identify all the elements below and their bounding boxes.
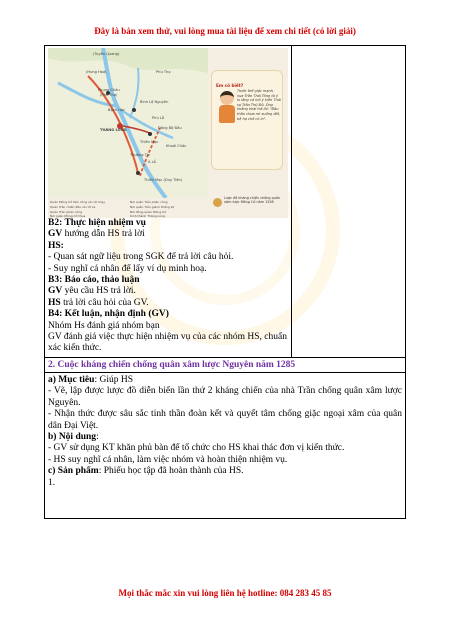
legend-entry: Kinh thành Thăng Long xyxy=(130,214,165,218)
did-you-know-title: Em có biết? xyxy=(216,83,244,88)
map-place: Đông Bộ Đầu xyxy=(158,126,182,130)
map-place: A Lỗ xyxy=(148,160,156,164)
map-place: Bạch Hạc xyxy=(108,108,125,112)
hotline-notice: Mọi thắc mắc xin vui lòng liên hệ hotline: 084 283 45 85 xyxy=(118,588,332,598)
campaign-map xyxy=(48,48,288,218)
section-content xyxy=(45,372,406,518)
map-place: (Tuyên Quang) xyxy=(93,52,120,56)
map-place: Thiên Mạc xyxy=(140,140,159,144)
content-item: - GV sử dụng KT khăn phủ bàn để tổ chức cho HS khai thác đơn vị kiến thức. xyxy=(48,443,345,454)
step-b3-title: B3: Báo cáo, thảo luận xyxy=(48,275,140,286)
legend-entry: Nơi quân Mông Cổ thua xyxy=(50,214,86,218)
legend-entry: Quân Mông Cổ tiến công và rút chạy xyxy=(50,200,105,204)
map-place: Khoái Châu xyxy=(166,144,187,148)
hs-task: - Suy nghĩ cá nhân để lấy ví dụ minh hoạ. xyxy=(48,263,207,274)
preview-notice: Đây là bản xem thử, vui lòng mua tài liệu để xem chi tiết (có lời giải) xyxy=(94,26,356,36)
product-heading: c) Sản phẩm: Phiếu học tập đã hoàn thành của HS. xyxy=(48,466,244,477)
legend-entry: Nơi quân Trần giành thắng lợi xyxy=(130,205,175,209)
student-illustration xyxy=(218,91,236,123)
legend-entry: Nơi quân Trần phản công xyxy=(130,200,168,204)
did-you-know-text: Trước thế giặc mạnh, vua Trần Thái Tông từ ý lo lắng và hỏi ý kiến Thái sư Trần Thủ Độ. Ông khẳng khái trả lời: "Đầu thần chưa rơi xuống đất, bệ hạ chớ có lo". xyxy=(237,89,281,121)
legend-entry: Nơi đóng quân Mông Cổ xyxy=(130,210,166,214)
map-drawing xyxy=(48,48,208,198)
section-title: 2. Cuộc kháng chiến chống quân xâm lược Nguyên năm 1285 xyxy=(45,357,406,372)
map-place: Phú Thọ xyxy=(156,70,171,74)
activity-cell xyxy=(45,46,292,358)
content-heading: b) Nội dung: xyxy=(48,431,99,442)
map-place: Thường Tín xyxy=(130,153,151,157)
objective-heading: a) Mục tiêu: Giúp HS xyxy=(48,374,133,385)
map-place: THĂNG LONG xyxy=(100,128,127,132)
map-place: Bình Lệ Nguyên xyxy=(140,100,169,104)
hs-label: HS: xyxy=(48,240,64,251)
step-b3-gv: GV yêu cầu HS trả lời. xyxy=(48,286,136,297)
question-icon xyxy=(213,198,222,207)
legend-entry: Quân Trần chiến đấu và rút lui xyxy=(50,205,96,209)
map-place: Phụng Châu xyxy=(98,88,120,92)
content-item: - HS suy nghĩ cá nhân, làm việc nhóm và hoàn thiện nhiệm vụ. xyxy=(48,454,288,465)
map-place: Phù Lỗ xyxy=(152,116,165,120)
map-legend xyxy=(48,198,208,218)
lesson-table xyxy=(44,45,406,519)
objective-item: - Vẽ, lập được lược đồ diễn biến lần thứ 2 kháng chiến của nhà Trần chống quân xâm lược Nguyên. xyxy=(48,386,402,408)
hs-task: - Quan sát ngữ liệu trong SGK để trả lời câu hỏi. xyxy=(48,252,234,263)
step-b4-text: GV đánh giá việc thực hiện nhiệm vụ của các nhóm HS, chuẩn xác kiến thức. xyxy=(48,332,287,354)
step-b4-title: B4: Kết luận, nhận định (GV) xyxy=(48,309,169,320)
map-place: (Phú Thọ) xyxy=(100,93,118,97)
step-b2-title: B2: Thực hiện nhiệm vụ xyxy=(48,218,146,228)
did-you-know-box xyxy=(211,70,283,170)
activity-steps xyxy=(48,218,288,355)
map-place: Thiên Mạc (Duy Tiên) xyxy=(144,178,183,182)
step-b4-text: Nhóm Hs đánh giá nhóm bạn xyxy=(48,320,160,331)
map-caption: Lược đồ kháng chiến chống quân xâm lược Mông Cổ năm 1258 xyxy=(224,196,281,205)
step-b3-hs: HS trả lời câu hỏi của GV. xyxy=(48,297,149,308)
empty-cell xyxy=(292,46,406,358)
step-b2-gv: GV hướng dẫn HS trả lời xyxy=(48,229,145,240)
objective-item: - Nhận thức được sâu sắc tinh thần đoàn kết và quyết tâm chống giặc ngoại xâm của quân dân Đại Việt. xyxy=(48,409,402,431)
legend-entry: Quân Trần phản công xyxy=(50,210,83,214)
product-item: 1. xyxy=(48,477,56,488)
map-place: (Hưng Hoá) xyxy=(86,70,107,74)
